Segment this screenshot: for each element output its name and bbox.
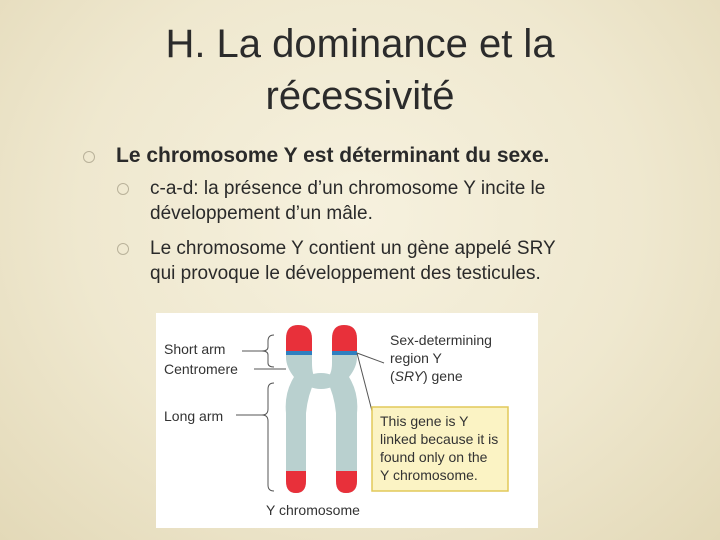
y-chromosome-figure <box>156 313 538 528</box>
y-chromosome-diagram <box>156 313 538 528</box>
sry-band-right <box>332 351 357 355</box>
figure-caption: Y chromosome <box>266 502 360 518</box>
bullet-circle-icon <box>117 183 129 195</box>
label-centromere: Centromere <box>164 361 238 377</box>
bullet-circle-icon <box>83 151 95 163</box>
label-long-arm: Long arm <box>164 408 224 424</box>
sry-band-left <box>286 351 312 355</box>
sub-bullet-1-line-1: c-a-d: la présence d’un chromosome Y incite le <box>150 178 546 199</box>
short-arm-tip-right <box>332 325 357 351</box>
long-arm-tip-left <box>286 471 306 493</box>
label-short-arm: Short arm <box>164 341 226 357</box>
label-region-line-1: Sex-determining <box>390 332 492 348</box>
bullet-main: Le chromosome Y est déterminant du sexe. <box>116 144 550 167</box>
callout-line-4: Y chromosome. <box>380 467 478 483</box>
sub-bullet-1-line-2: développement d’un mâle. <box>150 203 373 224</box>
chromosome-shape <box>286 325 358 493</box>
title-line-2: récessivité <box>265 74 455 118</box>
sub-bullet-2-line-2: qui provoque le développement des testicules. <box>150 263 541 284</box>
callout-line-2: linked because it is <box>380 431 499 447</box>
long-arm-tip-right <box>336 471 357 493</box>
title-line-1: H. La dominance et la <box>165 22 555 66</box>
short-arm-tip-left <box>286 325 312 351</box>
bullet-circle-icon <box>117 243 129 255</box>
callout-line-1: This gene is Y <box>380 413 469 429</box>
sub-bullet-2-line-1: Le chromosome Y contient un gène appelé SRY <box>150 238 556 259</box>
sub-bullet-1 <box>150 176 630 226</box>
callout-line-3: found only on the <box>380 449 488 465</box>
sub-bullet-2 <box>150 236 630 286</box>
label-region-line-3: (SRY) gene <box>390 368 463 384</box>
slide-title <box>60 18 660 122</box>
label-region-line-2: region Y <box>390 350 442 366</box>
